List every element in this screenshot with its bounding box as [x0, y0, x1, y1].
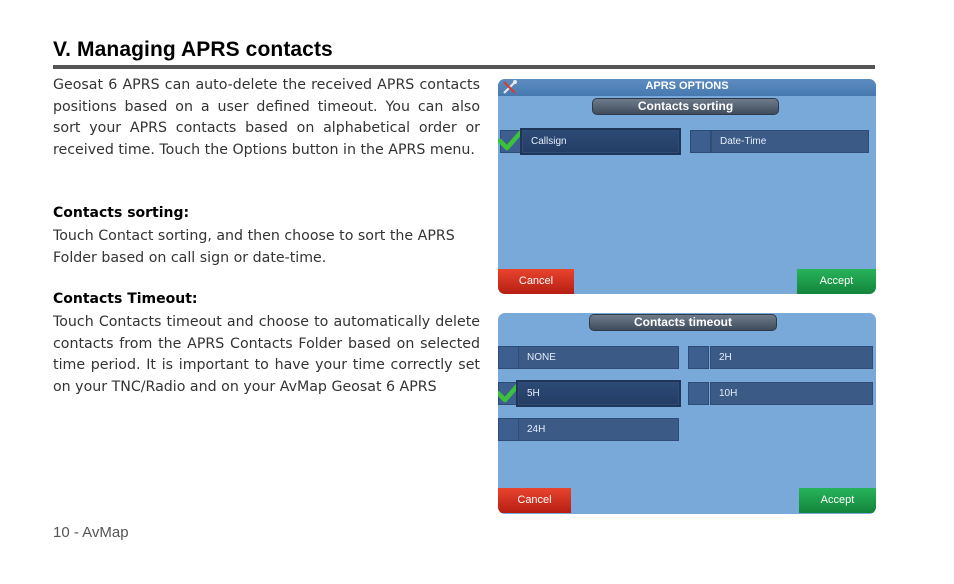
contacts-sorting-header: Contacts sorting: [592, 98, 779, 115]
timeout-option-5h[interactable]: 5H: [518, 382, 679, 405]
callsign-option[interactable]: Callsign: [522, 130, 679, 153]
timeout-paragraph: Touch Contacts timeout and choose to automatically delete contacts from the APRS Contacts Folder based on selected time period. It is important to have your time correctly set on your TNC/Radio and on your AvMap Geosat 6 APRS: [53, 314, 480, 395]
24h-checkbox[interactable]: [498, 418, 519, 441]
screen-title-bar: [498, 79, 876, 96]
cancel-button[interactable]: Cancel: [498, 269, 574, 294]
callsign-checkbox[interactable]: [500, 130, 521, 153]
timeout-option-2h[interactable]: 2H: [710, 346, 873, 369]
contacts-timeout-header: Contacts timeout: [589, 314, 777, 331]
timeout-heading: Contacts Timeout:: [53, 291, 198, 307]
none-checkbox[interactable]: [498, 346, 519, 369]
timeout-option-none[interactable]: NONE: [518, 346, 679, 369]
accept-button[interactable]: Accept: [799, 488, 876, 513]
sorting-heading: Contacts sorting:: [53, 205, 190, 221]
2h-checkbox[interactable]: [688, 346, 709, 369]
page-title: V. Managing APRS contacts: [53, 38, 333, 61]
timeout-option-10h[interactable]: 10H: [710, 382, 873, 405]
date-time-checkbox[interactable]: [690, 130, 711, 153]
screen-title: APRS OPTIONS: [645, 80, 729, 92]
intro-paragraph: Geosat 6 APRS can auto-delete the received APRS contacts positions based on a user defined timeout. You can also sort your APRS contacts based on alphabetical order or received time. Touch the Options button in the APRS menu.: [53, 77, 480, 158]
page-footer: 10 - AvMap: [53, 524, 129, 541]
aprs-options-screen: [498, 79, 876, 294]
title-divider: [53, 65, 875, 69]
10h-checkbox[interactable]: [688, 382, 709, 405]
cancel-button[interactable]: Cancel: [498, 488, 571, 513]
date-time-option[interactable]: Date-Time: [711, 130, 869, 153]
sorting-paragraph: Touch Contact sorting, and then choose to sort the APRS Folder based on call sign or date-time.: [53, 228, 455, 266]
5h-checkbox[interactable]: [498, 382, 519, 405]
contacts-timeout-screen: [498, 313, 876, 514]
timeout-option-24h[interactable]: 24H: [518, 418, 679, 441]
checkmark-icon: [498, 129, 523, 153]
accept-button[interactable]: Accept: [797, 269, 876, 294]
